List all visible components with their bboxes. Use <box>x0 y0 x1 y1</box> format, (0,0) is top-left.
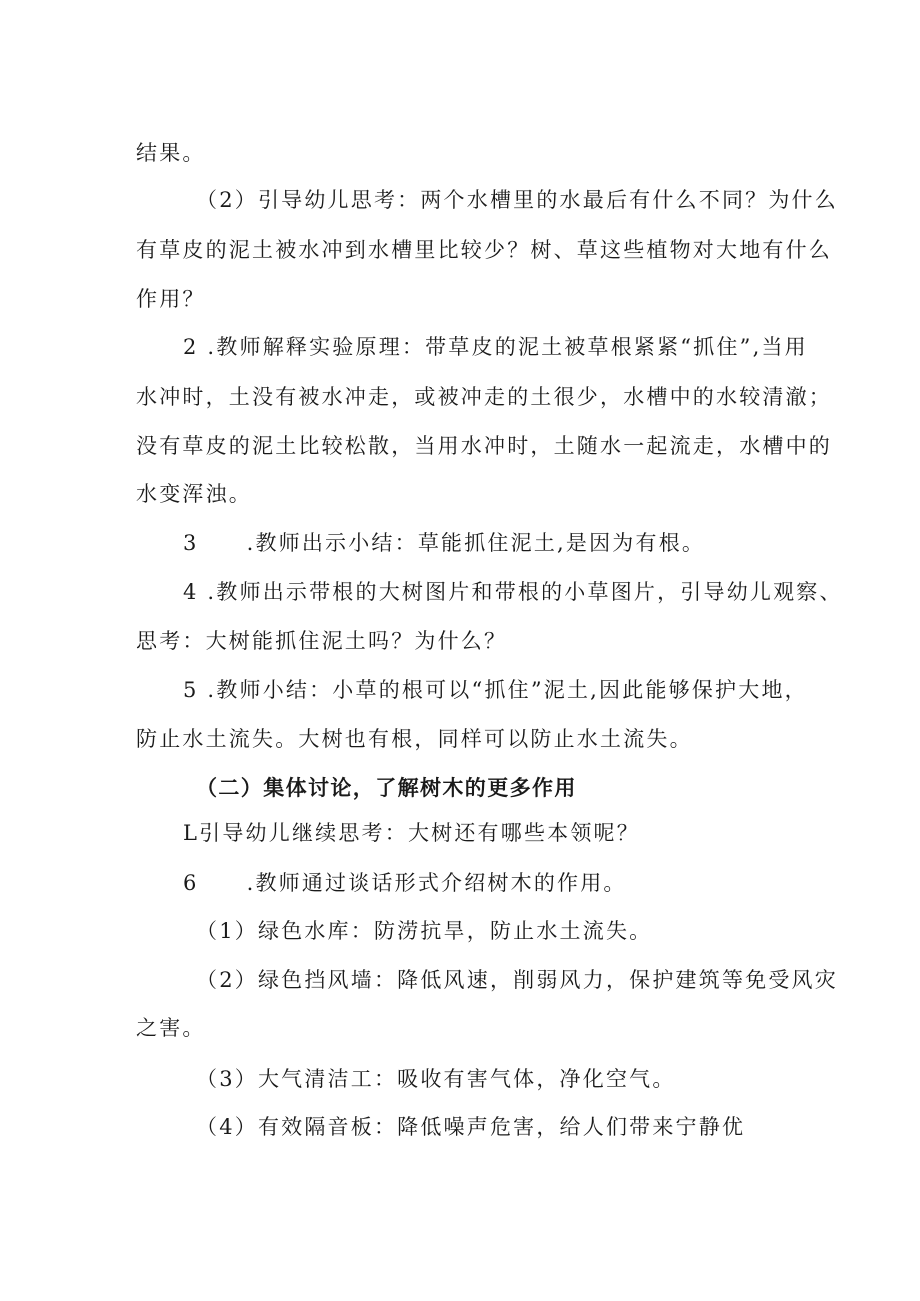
text-line: （2）引导幼儿思考：两个水槽里的水最后有什么不同？为什么 <box>196 188 838 212</box>
text-line: 防止水土流失。大树也有根，同样可以防止水土流失。 <box>136 727 693 751</box>
text-line: （4）有效隔音板：降低噪声危害，给人们带来宁静优 <box>196 1115 746 1139</box>
text-line: 之害。 <box>136 1016 206 1040</box>
text-line: 4 .教师出示带根的大树图片和带根的小草图片，引导幼儿观察、 <box>183 580 843 604</box>
text-line: （2）绿色挡风墙：降低风速，削弱风力，保护建筑等免受风灾 <box>196 968 838 992</box>
list-number: 6 <box>183 871 199 895</box>
text-line: 思考：大树能抓住泥土吗？为什么？ <box>136 629 508 653</box>
text-line: 没有草皮的泥土比较松散，当用水冲时，土随水一起流走，水槽中的 <box>136 434 832 458</box>
text-line <box>183 869 627 897</box>
text-line <box>183 529 705 557</box>
list-text: .教师通过谈话形式介绍树木的作用。 <box>246 871 627 895</box>
text-line: 结果。 <box>136 141 206 165</box>
list-number: 3 <box>183 531 199 555</box>
text-line: （1）绿色水库：防涝抗旱，防止水土流失。 <box>196 919 653 943</box>
text-line: 水变浑浊。 <box>136 482 252 506</box>
section-heading: （二）集体讨论，了解树木的更多作用 <box>196 776 577 800</box>
text-line: 2 .教师解释实验原理：带草皮的泥土被草根紧紧“抓住”,当用 <box>183 335 808 359</box>
text-line: 作用？ <box>136 287 206 311</box>
list-text: .教师出示小结：草能抓住泥土,是因为有根。 <box>246 531 706 555</box>
text-line: L引导幼儿继续思考：大树还有哪些本领呢？ <box>183 821 640 845</box>
text-line: 水冲时，土没有被水冲走，或被冲走的土很少，水槽中的水较清澈； <box>136 385 832 409</box>
text-line: 有草皮的泥土被水冲到水槽里比较少？树、草这些植物对大地有什么 <box>136 238 832 262</box>
text-line: 5 .教师小结：小草的根可以“抓住”泥土,因此能够保护大地， <box>183 678 808 702</box>
text-line: （3）大气清洁工：吸收有害气体，净化空气。 <box>196 1067 676 1091</box>
